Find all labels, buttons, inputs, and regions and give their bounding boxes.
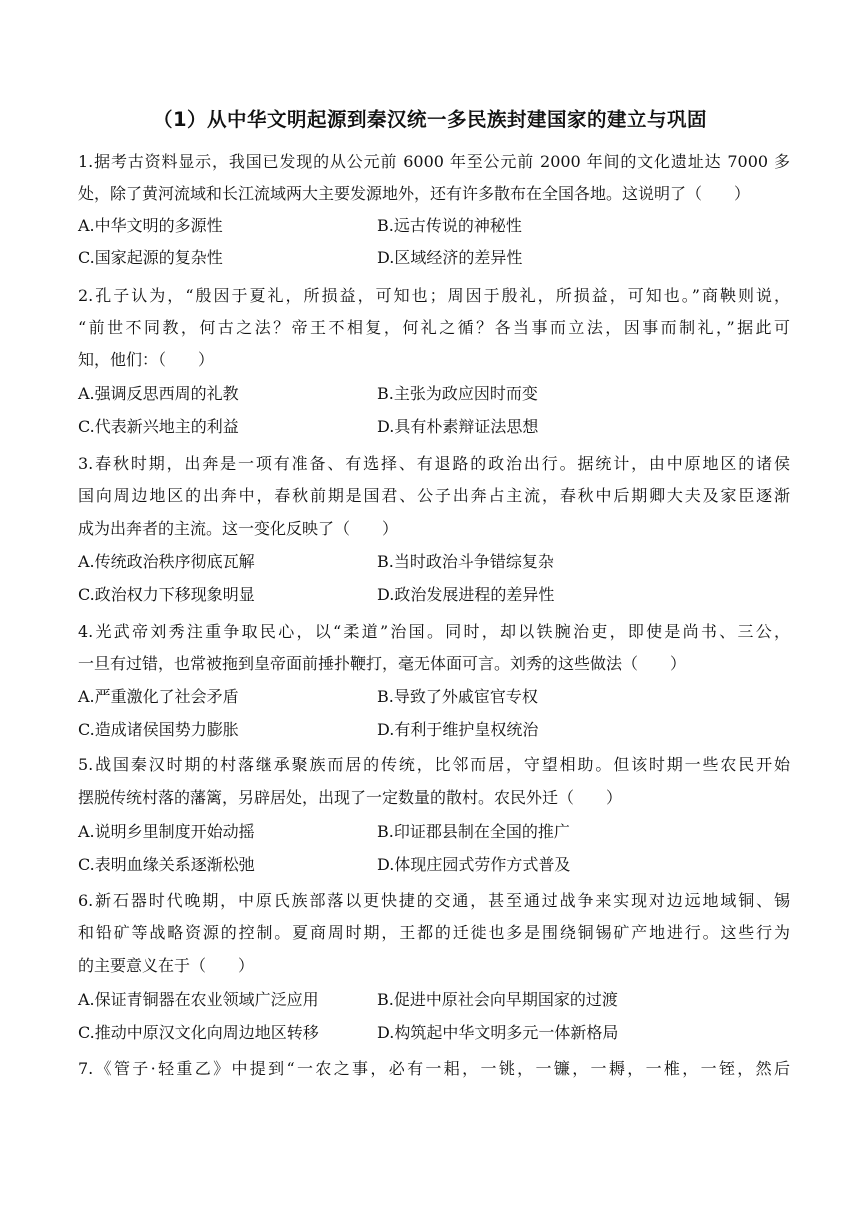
q2-option-b: B.主张为政应因时而变 <box>377 384 538 403</box>
q2-option-d: D.具有朴素辩证法思想 <box>377 417 539 436</box>
q1-stem-line-2: 处，除了黄河流域和长江流域两大主要发源地外，还有许多散布在全国各地。这说明了（ ） <box>78 184 751 203</box>
q6-stem-line-2: 和铅矿等战略资源的控制。夏商周时期，王都的迁徙也多是围绕铜锡矿产地进行。这些行为 <box>78 923 790 942</box>
q5-option-b: B.印证郡县制在全国的推广 <box>377 822 570 841</box>
q5-option-d: D.体现庄园式劳作方式普及 <box>377 855 571 874</box>
q1-option-c: C.国家起源的复杂性 <box>78 248 223 267</box>
q3-stem-line-3: 成为出奔者的主流。这一变化反映了（ ） <box>78 519 399 538</box>
q5-option-c: C.表明血缘关系逐渐松弛 <box>78 855 255 874</box>
q1-option-a: A.中华文明的多源性 <box>78 216 223 235</box>
q5-stem-line-2: 摆脱传统村落的藩篱，另辟居处，出现了一定数量的散村。农民外迁（ ） <box>78 788 623 807</box>
q2-stem-line-2: “前世不同教，何古之法？帝王不相复，何礼之循？各当事而立法，因事而制礼，”据此可 <box>78 318 790 337</box>
section-title: （1）从中华文明起源到秦汉统一多民族封建国家的建立与巩固 <box>152 108 708 131</box>
q7-stem-line-1: 7.《管子·轻重乙》中提到“一农之事，必有一耜，一铫，一镰，一耨，一椎，一铚，然后 <box>78 1059 790 1078</box>
q4-option-b: B.导致了外戚宦官专权 <box>377 687 538 706</box>
q2-option-c: C.代表新兴地主的利益 <box>78 417 239 436</box>
q1-option-d: D.区域经济的差异性 <box>377 248 523 267</box>
q3-stem-line-2: 国向周边地区的出奔中，春秋前期是国君、公子出奔占主流，春秋中后期卿大夫及家臣逐渐 <box>78 486 790 505</box>
q6-stem-line-3: 的主要意义在于（ ） <box>78 956 255 975</box>
q4-option-c: C.造成诸侯国势力膨胀 <box>78 720 239 739</box>
q4-option-d: D.有利于维护皇权统治 <box>377 720 539 739</box>
q1-stem-line-1: 1.据考古资料显示，我国已发现的从公元前 6000 年至公元前 2000 年间的文化遗址达 7000 多 <box>78 152 790 171</box>
q1-option-b: B.远古传说的神秘性 <box>377 216 522 235</box>
q2-option-a: A.强调反思西周的礼教 <box>78 384 239 403</box>
q6-option-c: C.推动中原汉文化向周边地区转移 <box>78 1023 319 1042</box>
q6-stem-line-1: 6.新石器时代晚期，中原氏族部落以更快捷的交通，甚至通过战争来实现对边远地域铜、锡 <box>78 891 790 910</box>
q4-stem-line-2: 一旦有过错，也常被拖到皇帝面前捶扑鞭打，毫无体面可言。刘秀的这些做法（ ） <box>78 654 687 673</box>
q5-stem-line-1: 5.战国秦汉时期的村落继承聚族而居的传统，比邻而居，守望相助。但该时期一些农民开始 <box>78 755 790 774</box>
q6-option-b: B.促进中原社会向早期国家的过渡 <box>377 990 618 1009</box>
q3-option-c: C.政治权力下移现象明显 <box>78 585 255 604</box>
q6-option-a: A.保证青铜器在农业领域广泛应用 <box>78 990 319 1009</box>
q3-option-d: D.政治发展进程的差异性 <box>377 585 555 604</box>
q3-option-b: B.当时政治斗争错综复杂 <box>377 552 554 571</box>
q3-stem-line-1: 3.春秋时期，出奔是一项有准备、有选择、有退路的政治出行。据统计，由中原地区的诸侯 <box>78 454 790 473</box>
q4-stem-line-1: 4.光武帝刘秀注重争取民心，以“柔道”治国。同时，却以铁腕治吏，即使是尚书、三公， <box>78 622 790 641</box>
q5-option-a: A.说明乡里制度开始动摇 <box>78 822 255 841</box>
q2-stem-line-1: 2.孔子认为，“殷因于夏礼，所损益，可知也；周因于殷礼，所损益，可知也。”商鞅则说， <box>78 286 790 305</box>
q2-stem-line-3: 知，他们：（ ） <box>78 350 215 369</box>
q4-option-a: A.严重激化了社会矛盾 <box>78 687 239 706</box>
q3-option-a: A.传统政治秩序彻底瓦解 <box>78 552 255 571</box>
q6-option-d: D.构筑起中华文明多元一体新格局 <box>377 1023 619 1042</box>
